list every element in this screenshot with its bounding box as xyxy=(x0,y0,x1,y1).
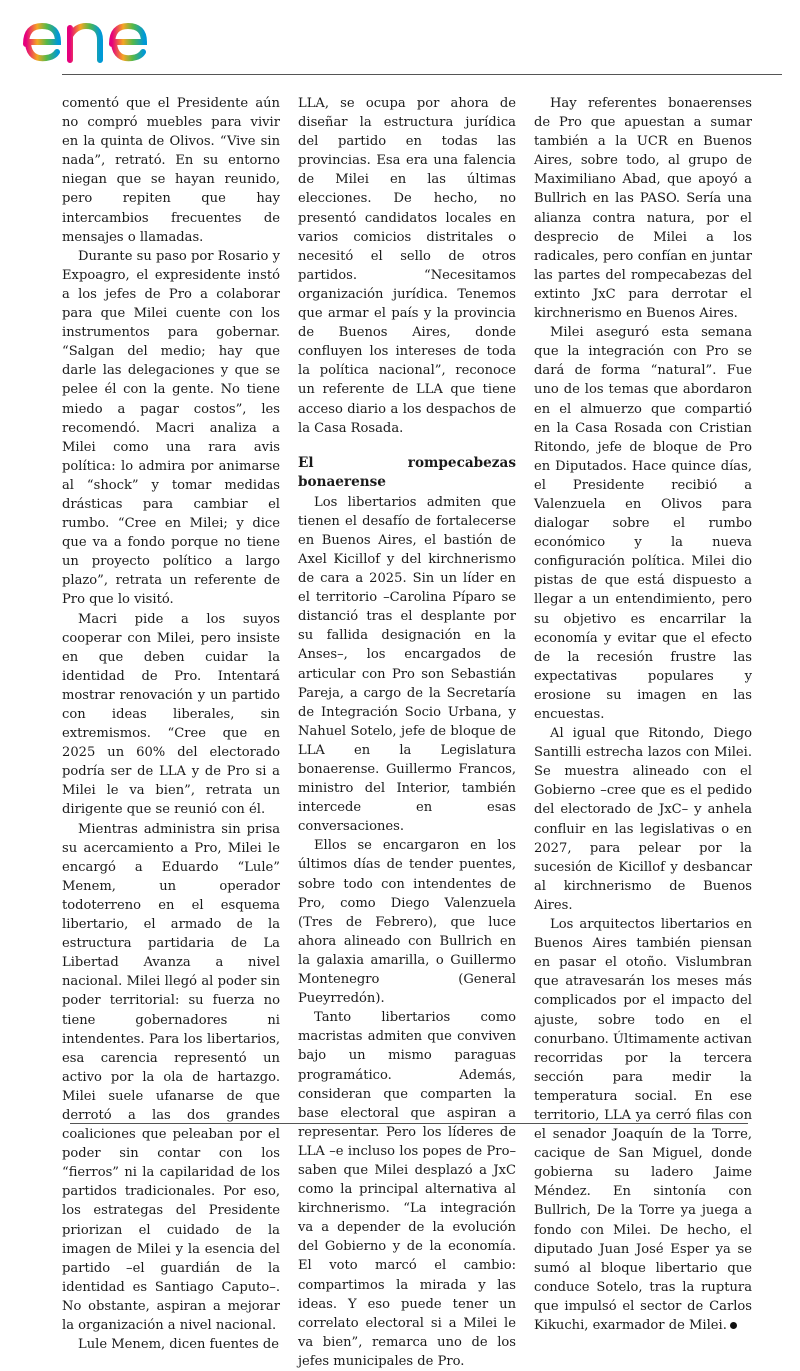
article-column-2 xyxy=(298,94,516,1371)
enel-logo xyxy=(16,6,186,68)
paragraph: Mientras administra sin prisa su acercamiento a Pro, Milei le encargó a Eduardo “Lule” Menem, un operador todoterreno en el esquema libertario, el armado de la estructura partidaria de La Libertad Avanza a nivel nacional. Milei llegó al poder sin poder territorial: su fuerza no tiene gobernadores ni intendentes. Para los libertarios, esa carencia representó un activo por la ola de hartazgo. Milei suele ufanarse de que derrotó a las dos grandes coaliciones que peleaban por el poder sin contar con los “fierros” ni la capilaridad de los partidos tradicionales. Por eso, los estrategas del Presidente priorizan el cuidado de la imagen de Milei y la esencia del partido –el guardián de la identidad es Santiago Caputo–. No obstante, aspiran a mejorar la organización a nivel nacional. xyxy=(62,821,280,1333)
paragraph: Ellos se encargaron en los últimos días de tender puentes, sobre todo con intendentes de Pro, como Diego Valenzuela (Tres de Febrero), que luce ahora alineado con Bullrich en la galaxia amarilla, o Guillermo Montenegro (General Pueyrredón). xyxy=(298,838,516,1007)
paragraph: comentó que el Presidente aún no compró muebles para vivir en la quinta de Olivos. “Vive sin nada”, retrató. En su entorno niegan que se hayan reunido, pero repiten que hay intercambios frecuentes de mensajes o llamadas. xyxy=(62,96,280,245)
paragraph: Lule Menem, dicen fuentes de xyxy=(78,1337,280,1353)
paragraph-final xyxy=(534,915,752,1335)
paragraph: Al igual que Ritondo, Diego Santilli estrecha lazos con Milei. Se muestra alineado con el Gobierno –cree que es el pedido del electorado de JxC– y anhela confluir en las legislativas o en 2027, para pelear por la sucesión de Kicillof y desbancar al kirchnerismo de Buenos Aires. xyxy=(534,726,752,913)
paragraph: Tanto libertarios como macristas admiten que conviven bajo un mismo paraguas programático. Además, consideran que comparten la base electoral que aspiran a representar. Pero los líderes de LLA –e incluso los popes de Pro– saben que Milei desplazó a JxC como la principal alternativa al kirchnerismo. “La integración va a depender de la evolución del Gobierno y de la economía. El voto marcó el cambio: compartimos la mirada y las ideas. Y eso puede tener un correlato electoral si a Milei le va bien”, remarca uno de los jefes municipales de Pro. xyxy=(298,1010,516,1369)
enel-logo-icon xyxy=(16,6,186,68)
end-mark-icon xyxy=(730,1322,737,1329)
footer-rule xyxy=(70,1123,748,1124)
paragraph: LLA, se ocupa por ahora de diseñar la estructura jurídica del partido en todas las provincias. Esa era una falencia de Milei en las últimas elecciones. De hecho, no presentó candidatos locales en varios comicios distritales o necesitó el sello de otros partidos. “Necesitamos organización jurídica. Tenemos que armar el país y la provincia de Buenos Aires, donde confluyen los intereses de toda la política nacional”, reconoce un referente de LLA que tiene acceso diario a los despachos de la Casa Rosada. xyxy=(298,96,516,436)
paragraph-text: Los arquitectos libertarios en Buenos Aires también piensan en pasar el otoño. Vislumbran que atravesarán los meses más complicados por el impacto del ajuste, sobre todo en el conurbano. Últimamente activan recorridas por la tercera sección para medir la temperatura social. En ese territorio, LLA ya cerró filas con el senador Joaquín de la Torre, cacique de San Miguel, donde gobierna su ladero Jaime Méndez. En sintonía con Bullrich, De la Torre ya juega a fondo con Milei. De hecho, el diputado Juan José Esper ya se sumó al bloque libertario que conduce Sotelo, tras la ruptura que impulsó el sector de Carlos Kikuchi, exarmador de Milei. xyxy=(534,917,752,1333)
article-column-3 xyxy=(534,94,752,1335)
subheading: El rompecabezas bonaerense xyxy=(298,454,516,490)
paragraph: Hay referentes bonaerenses de Pro que apuestan a sumar también a la UCR en Buenos Aires, sobre todo, al grupo de Maximiliano Abad, que apoyó a Bullrich en las PASO. Sería una alianza contra natura, por el desprecio de Milei a los radicales, pero confían en juntar las partes del rompecabezas del extinto JxC para derrotar el kirchnerismo en Buenos Aires. xyxy=(534,96,752,322)
paragraph: Milei aseguró esta semana que la integración con Pro se dará de forma “natural”. Fue uno de los temas que abordaron en el almuerzo que compartió en la Casa Rosada con Cristian Ritondo, jefe de bloque de Pro en Diputados. Hace quince días, el Presidente recibió a Valenzuela en Olivos para dialogar sobre el rumbo económico y la nueva configuración política. Milei dio pistas de que está dispuesto a llegar a un entendimiento, pero su objetivo es encarrilar la economía y evitar que el efecto de la recesión frustre las expectativas populares y erosione su imagen en las encuestas. xyxy=(534,325,752,722)
paragraph: Macri pide a los suyos cooperar con Milei, pero insiste en que deben cuidar la identidad de Pro. Intentará mostrar renovación y un partido con ideas liberales, sin extremismos. “Cree que en 2025 un 60% del electorado podría ser de LLA y de Pro si a Milei le va bien”, retrata un dirigente que se reunió con él. xyxy=(62,611,280,818)
header-rule xyxy=(62,74,782,75)
paragraph: Durante su paso por Rosario y Expoagro, el expresidente instó a los jefes de Pro a colaborar para que Milei cuente con los instrumentos para gobernar. “Salgan del medio; hay que darle las delegaciones y que se pelee él con la gente. No tiene miedo a pagar costos”, les recomendó. Macri analiza a Milei como una rara avis política: lo admira por animarse al “shock” y tomar medidas drásticas para cambiar el rumbo. “Cree en Milei; y dice que va a fondo porque no tiene un proyecto político a largo plazo”, retrata un referente de Pro que lo visitó. xyxy=(62,248,280,608)
article-column-1 xyxy=(62,94,280,1354)
paragraph: Los libertarios admiten que tienen el desafío de fortalecerse en Buenos Aires, el bastión de Axel Kicillof y del kirchnerismo de cara a 2025. Sin un líder en el territorio –Carolina Píparo se distanció tras el desplante por su fallida designación en la Anses–, los encargados de articular con Pro son Sebastián Pareja, a cargo de la Secretaría de Integración Socio Urbana, y Nahuel Sotelo, jefe de bloque de LLA en la Legislatura bonaerense. Guillermo Francos, ministro del Interior, también intercede en esas conversaciones. xyxy=(298,494,516,835)
